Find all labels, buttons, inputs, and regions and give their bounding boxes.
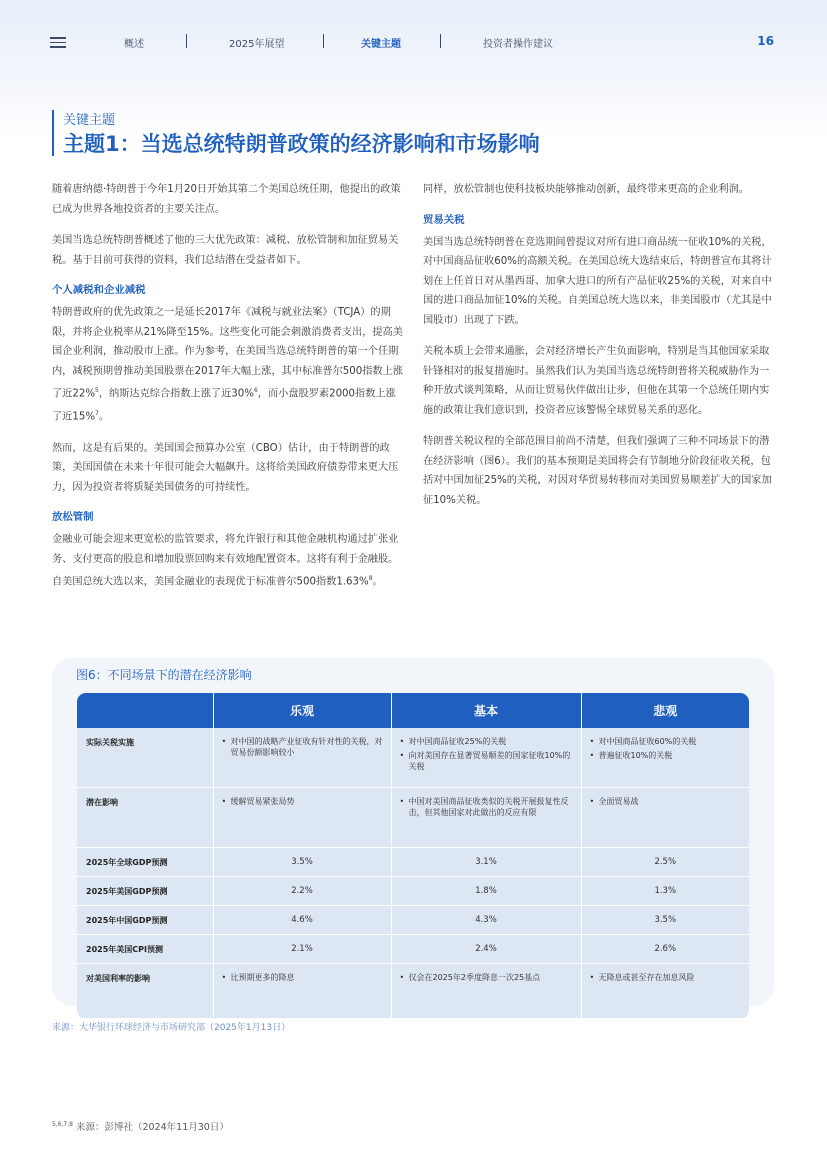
list-item: • 中国对美国商品征收类似的关税开展报复性反击，但其他国家对此做出的反应有限 bbox=[400, 796, 575, 818]
table-row bbox=[77, 848, 749, 877]
subheading-trade-tariffs: 贸易关税 bbox=[423, 213, 465, 226]
list-item: • 无降息或甚至存在加息风险 bbox=[590, 972, 744, 983]
list-item: • 缓解贸易紧张局势 bbox=[222, 796, 385, 807]
footnote-ref: 6 bbox=[253, 387, 258, 394]
page-number: 16 bbox=[757, 34, 774, 48]
column-header-optimistic: 乐观 bbox=[213, 693, 391, 728]
table-cell: 2.4% bbox=[391, 935, 581, 964]
page-title: 主题1：当选总统特朗普政策的经济影响和市场影响 bbox=[63, 132, 540, 156]
table-cell: 1.8% bbox=[391, 877, 581, 906]
nav-key-themes[interactable]: 关键主题 bbox=[361, 39, 401, 50]
paragraph: 随着唐纳德·特朗普于今年1月20日开始其第二个美国总统任期，他提出的政策已成为世界各地投资者的主要关注点。 bbox=[52, 184, 401, 215]
left-column bbox=[52, 180, 404, 604]
table-cell: 4.3% bbox=[391, 906, 581, 935]
footnote bbox=[52, 1119, 229, 1133]
table-cell bbox=[391, 964, 581, 1019]
table-cell: 2.5% bbox=[581, 848, 749, 877]
paragraph: 美国当选总统特朗普在竞选期间曾提议对所有进口商品统一征收10%的关税，对中国商品征收60%的高额关税。在美国总统大选结束后，特朗普宣布其将计划在上任首日对从墨西哥、加拿大进口的所有产品征收25%的关税，对来自中国的进口商品加征10%的关税。自美国总统大选以来，非美国股市（尤其是中国股市）出现了下跌。 bbox=[423, 236, 772, 326]
nav-separator bbox=[323, 34, 324, 48]
footnote-markers: 5,6,7,8 bbox=[52, 1120, 73, 1128]
top-nav bbox=[0, 28, 827, 56]
list-item: • 对中国商品征收25%的关税 bbox=[400, 736, 575, 747]
table-cell: 4.6% bbox=[213, 906, 391, 935]
header-background bbox=[0, 0, 827, 140]
row-header: 潜在影响 bbox=[77, 788, 213, 848]
title-accent-bar bbox=[52, 110, 54, 156]
row-header: 2025年全球GDP预测 bbox=[77, 848, 213, 877]
list-item: • 普遍征收10%的关税 bbox=[590, 750, 744, 761]
column-header bbox=[77, 693, 213, 728]
table-cell bbox=[213, 788, 391, 848]
table-cell bbox=[581, 788, 749, 848]
figure-title: 图6：不同场景下的潜在经济影响 bbox=[76, 668, 252, 682]
section-kicker: 关键主题 bbox=[63, 113, 116, 128]
table-cell bbox=[391, 728, 581, 788]
row-header: 2025年美国GDP预测 bbox=[77, 877, 213, 906]
paragraph: 特朗普政府的优先政策之一是延长2017年《减税与就业法案》（TCJA）的期限，并将企业税率从21%降至15%。这些变化可能会刺激消费者支出，提高美国企业利润，推动股市上涨。作为参考，在美国当选总统特朗普的第一个任期内，减税预期曾推动美国股票在2017年大幅上涨，其中标准普尔500指数上涨了近22%$^5$，纳斯达克综合指数上涨了近30%$^6$，而小盘股罗素2000指数上涨了近15%$^7$。 bbox=[52, 307, 403, 423]
paragraph: 关税本质上会带来通胀，会对经济增长产生负面影响，特别是当其他国家采取针锋相对的报复措施时。虽然我们认为美国当选总统特朗普将关税威胁作为一种开放式谈判策略，从而让贸易伙伴做出让步，但他在其第一个总统任期内实施的政策让我们意识到，投资者应该警惕全球贸易关系的恶化。 bbox=[423, 346, 770, 416]
table-row bbox=[77, 964, 749, 1019]
scenario-table bbox=[77, 693, 749, 1019]
paragraph: 然而，这是有后果的。美国国会预算办公室（CBO）估计，由于特朗普的政策，美国国债在未来十年很可能会大幅飙升。这将给美国政府债券带来更大压力，因为投资者将质疑美国债务的可持续性。 bbox=[52, 442, 399, 493]
nav-outlook-2025[interactable]: 2025年展望 bbox=[229, 39, 285, 50]
table-cell bbox=[213, 964, 391, 1019]
table-cell: 3.5% bbox=[213, 848, 391, 877]
table-cell: 2.6% bbox=[581, 935, 749, 964]
menu-icon[interactable] bbox=[50, 37, 66, 48]
table-row bbox=[77, 935, 749, 964]
footnote-ref: 7 bbox=[95, 409, 99, 417]
paragraph: 美国当选总统特朗普概述了他的三大优先政策：减税、放松管制和加征贸易关税。基于目前可获得的资料，我们总结潜在受益者如下。 bbox=[52, 235, 399, 266]
footnote-text: 来源：彭博社（2024年11月30日） bbox=[76, 1122, 229, 1133]
table-row bbox=[77, 906, 749, 935]
table-cell bbox=[213, 728, 391, 788]
footnote-ref: 8 bbox=[368, 575, 373, 583]
column-header-pessimistic: 悲观 bbox=[581, 693, 749, 728]
subheading-tax-cuts: 个人减税和企业减税 bbox=[52, 284, 146, 296]
figure-source: 来源：大华银行环球经济与市场研究部（2025年1月13日） bbox=[52, 1023, 291, 1033]
table-cell: 2.1% bbox=[213, 935, 391, 964]
list-item: • 向对美国存在显著贸易顺差的国家征收10%的关税 bbox=[400, 750, 575, 772]
nav-separator bbox=[186, 34, 187, 48]
table-cell bbox=[391, 788, 581, 848]
table-cell bbox=[581, 964, 749, 1019]
table-cell: 3.5% bbox=[581, 906, 749, 935]
footnote-ref: 5 bbox=[95, 387, 99, 394]
subheading-deregulation: 放松管制 bbox=[52, 511, 94, 524]
paragraph: 特朗普关税议程的全部范围目前尚不清楚，但我们强调了三种不同场景下的潜在经济影响（图6）。我们的基本预期是美国将会有节制地分阶段征收关税，包括对中国加征25%的关税，对因对华贸易转移而对美国贸易顺差扩大的国家加征10%关税。 bbox=[423, 436, 772, 506]
nav-overview[interactable]: 概述 bbox=[124, 39, 144, 50]
row-header: 2025年美国CPI预测 bbox=[77, 935, 213, 964]
right-column bbox=[423, 180, 779, 522]
table-row bbox=[77, 728, 749, 788]
table-header-row bbox=[77, 693, 749, 728]
table-row bbox=[77, 877, 749, 906]
column-header-base: 基本 bbox=[391, 693, 581, 728]
paragraph: 同样，放松管制也使科技板块能够推动创新，最终带来更高的企业利润。 bbox=[423, 184, 749, 195]
row-header: 实际关税实施 bbox=[77, 728, 213, 788]
list-item: • 对中国商品征收60%的关税 bbox=[590, 736, 744, 747]
list-item: • 比预期更多的降息 bbox=[222, 972, 385, 983]
table-cell: 2.2% bbox=[213, 877, 391, 906]
list-item: • 对中国的战略产业征收有针对性的关税，对贸易份额影响较小 bbox=[222, 736, 385, 758]
list-item: • 全面贸易战 bbox=[590, 796, 744, 807]
table-cell: 3.1% bbox=[391, 848, 581, 877]
nav-separator bbox=[440, 34, 441, 48]
table-cell bbox=[581, 728, 749, 788]
list-item: • 仅会在2025年2季度降息一次25基点 bbox=[400, 972, 575, 983]
table-cell: 1.3% bbox=[581, 877, 749, 906]
row-header: 对美国利率的影响 bbox=[77, 964, 213, 1019]
table-row bbox=[77, 788, 749, 848]
paragraph: 金融业可能会迎来更宽松的监管要求，将允许银行和其他金融机构通过扩张业务、支付更高的股息和增加股票回购来有效地配置资本。这将有利于金融股。自美国总统大选以来，美国金融业的表现优于标准普尔500指数1.63%$^8$。 bbox=[52, 534, 399, 588]
nav-investor-advice[interactable]: 投资者操作建议 bbox=[483, 39, 553, 50]
row-header: 2025年中国GDP预测 bbox=[77, 906, 213, 935]
